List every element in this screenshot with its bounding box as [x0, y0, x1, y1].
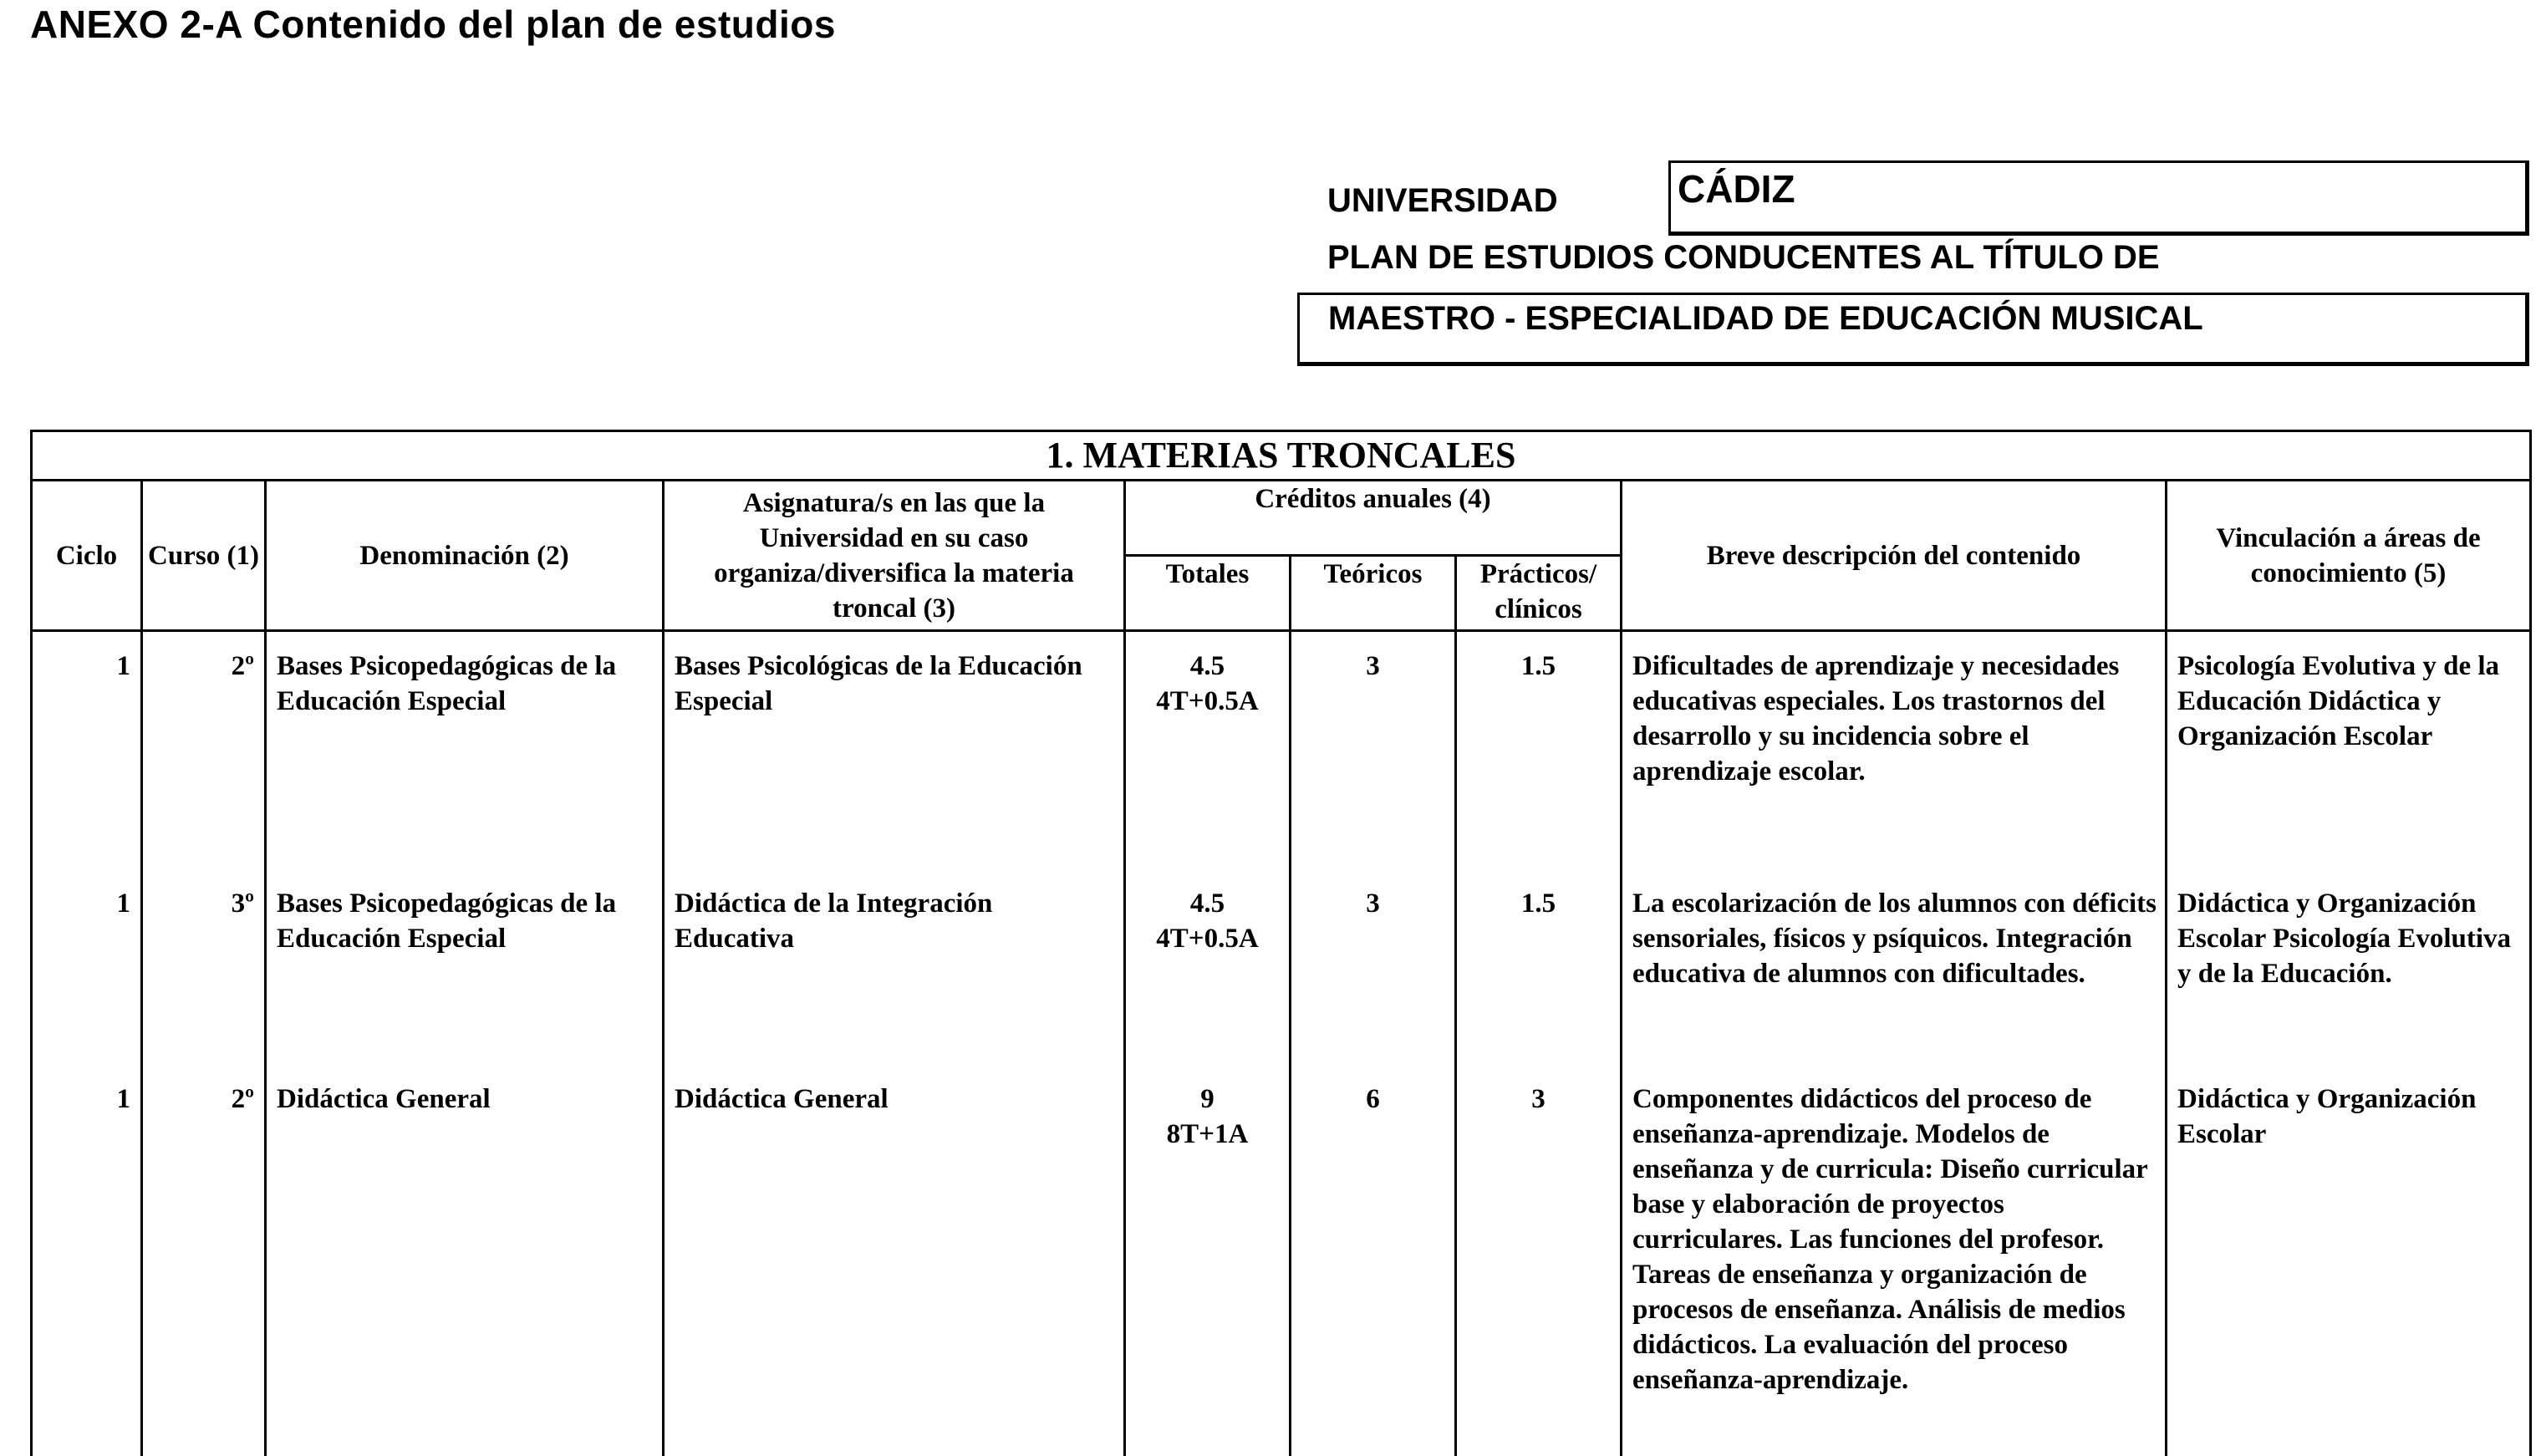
- totales-detail: 4T+0.5A: [1156, 686, 1259, 716]
- header-totales: Totales: [1125, 556, 1291, 631]
- materias-troncales-table: [30, 430, 2532, 1456]
- degree-title: MAESTRO - ESPECIALIDAD DE EDUCACIÓN MUSICAL: [1328, 300, 2203, 337]
- cell-practicos: 1.5: [1456, 631, 1622, 870]
- university-value: CÁDIZ: [1678, 167, 1795, 211]
- cell-descripcion: Dificultades de aprendizaje y necesidades educativas especiales. Los trastornos del desarrollo y su incidencia sobre el aprendizaje escolar.: [1622, 631, 2167, 870]
- cell-denominacion: Didáctica General: [266, 1065, 664, 1456]
- table-row: [32, 1065, 2531, 1456]
- cell-totales: [1125, 1065, 1291, 1456]
- plan-label: PLAN DE ESTUDIOS CONDUCENTES AL TÍTULO DE: [1327, 239, 2160, 276]
- cell-curso: 2º: [142, 1065, 266, 1456]
- header-vinculacion: Vinculación a áreas de conocimiento (5): [2167, 481, 2531, 631]
- header-asignatura: Asignatura/s en las que la Universidad en su caso organiza/diversifica la materia troncal (3): [664, 481, 1125, 631]
- totales-value: 4.5: [1189, 888, 1225, 919]
- header-curso: Curso (1): [142, 481, 266, 631]
- totales-detail: 4T+0.5A: [1156, 924, 1259, 954]
- cell-denominacion: Bases Psicopedagógicas de la Educación Especial: [266, 869, 664, 1065]
- cell-ciclo: 1: [32, 631, 142, 870]
- section-title: 1. MATERIAS TRONCALES: [32, 431, 2531, 481]
- university-label: UNIVERSIDAD: [1327, 182, 1558, 219]
- cell-teoricos: 3: [1291, 869, 1456, 1065]
- cell-vinculacion: Didáctica y Organización Escolar: [2167, 1065, 2531, 1456]
- cell-descripcion: La escolarización de los alumnos con déficits sensoriales, físicos y psíquicos. Integración educativa de alumnos con dificultades.: [1622, 869, 2167, 1065]
- cell-asignatura: Didáctica de la Integración Educativa: [664, 869, 1125, 1065]
- cell-asignatura: Didáctica General: [664, 1065, 1125, 1456]
- header-denominacion: Denominación (2): [266, 481, 664, 631]
- header-descripcion: Breve descripción del contenido: [1622, 481, 2167, 631]
- cell-asignatura: Bases Psicológicas de la Educación Especial: [664, 631, 1125, 870]
- header-teoricos: Teóricos: [1291, 556, 1456, 631]
- cell-ciclo: 1: [32, 869, 142, 1065]
- degree-title-box: [1297, 293, 2529, 366]
- totales-value: 9: [1200, 1084, 1214, 1114]
- cell-denominacion: Bases Psicopedagógicas de la Educación Especial: [266, 631, 664, 870]
- table-row: [32, 631, 2531, 870]
- cell-ciclo: 1: [32, 1065, 142, 1456]
- table-row: [32, 869, 2531, 1065]
- cell-vinculacion: Didáctica y Organización Escolar Psicología Evolutiva y de la Educación.: [2167, 869, 2531, 1065]
- totales-detail: 8T+1A: [1166, 1119, 1249, 1149]
- cell-curso: 2º: [142, 631, 266, 870]
- cell-practicos: 1.5: [1456, 869, 1622, 1065]
- cell-vinculacion: Psicología Evolutiva y de la Educación Didáctica y Organización Escolar: [2167, 631, 2531, 870]
- cell-teoricos: 3: [1291, 631, 1456, 870]
- header-creditos: Créditos anuales (4): [1125, 481, 1622, 556]
- cell-teoricos: 6: [1291, 1065, 1456, 1456]
- document-title: ANEXO 2-A Contenido del plan de estudios: [30, 3, 836, 46]
- cell-totales: [1125, 631, 1291, 870]
- university-box: [1668, 160, 2529, 236]
- cell-curso: 3º: [142, 869, 266, 1065]
- header-practicos: Prácticos/ clínicos: [1456, 556, 1622, 631]
- cell-practicos: 3: [1456, 1065, 1622, 1456]
- totales-value: 4.5: [1189, 651, 1225, 681]
- cell-descripcion: Componentes didácticos del proceso de enseñanza-aprendizaje. Modelos de enseñanza y de curricula: Diseño curricular base y elaboración de proyectos curriculares. Las funciones del profesor. Tareas de enseñanza y organización de procesos de enseñanza. Análisis de medios didácticos. La evaluación del proceso enseñanza-aprendizaje.: [1622, 1065, 2167, 1456]
- header-ciclo: Ciclo: [32, 481, 142, 631]
- cell-totales: [1125, 869, 1291, 1065]
